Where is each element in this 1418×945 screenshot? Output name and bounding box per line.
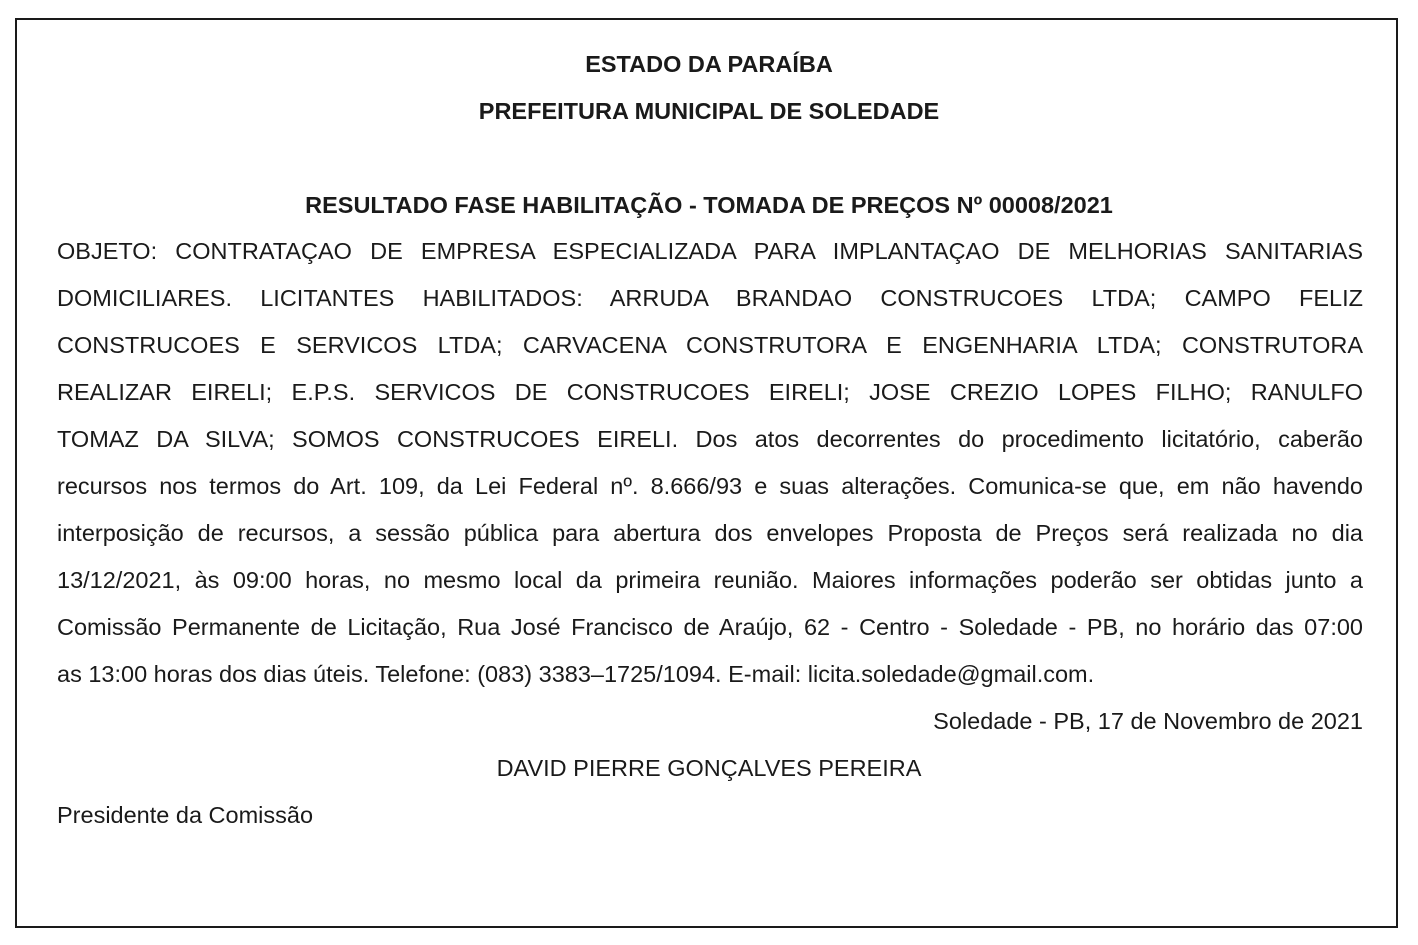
prefecture-heading: PREFEITURA MUNICIPAL DE SOLEDADE [478, 98, 940, 124]
body-line: recursos nos termos do Art. 109, da Lei Federal nº. 8.666/93 e suas alterações. Comunica-se que, em não havendo [57, 473, 1363, 499]
signatory-role: Presidente da Comissão [57, 802, 314, 828]
body-line: REALIZAR EIRELI; E.P.S. SERVICOS DE CONSTRUCOES EIRELI; JOSE CREZIO LOPES FILHO; RANULFO [57, 379, 1363, 405]
body-line: interposição de recursos, a sessão pública para abertura dos envelopes Proposta de Preços será realizada no dia [57, 520, 1363, 546]
body-line: OBJETO: CONTRATAÇAO DE EMPRESA ESPECIALIZADA PARA IMPLANTAÇAO DE MELHORIAS SANITARIAS [57, 238, 1363, 264]
place-date: Soledade - PB, 17 de Novembro de 2021 [933, 708, 1363, 734]
body-line: CONSTRUCOES E SERVICOS LTDA; CARVACENA CONSTRUTORA E ENGENHARIA LTDA; CONSTRUTORA [57, 332, 1363, 358]
body-line: DOMICILIARES. LICITANTES HABILITADOS: ARRUDA BRANDAO CONSTRUCOES LTDA; CAMPO FELIZ [57, 285, 1363, 311]
state-heading: ESTADO DA PARAÍBA [585, 51, 833, 77]
body-line: TOMAZ DA SILVA; SOMOS CONSTRUCOES EIRELI. Dos atos decorrentes do procedimento licitatório, caberão [57, 426, 1363, 452]
notice-title: RESULTADO FASE HABILITAÇÃO - TOMADA DE PREÇOS Nº 00008/2021 [305, 192, 1113, 218]
signatory-name: DAVID PIERRE GONÇALVES PEREIRA [496, 755, 922, 781]
body-line: Comissão Permanente de Licitação, Rua José Francisco de Araújo, 62 - Centro - Soledade - PB, no horário das 07:00 [57, 614, 1363, 640]
body-line: as 13:00 horas dos dias úteis. Telefone: (083) 3383–1725/1094. E-mail: licita.soledade@gmail.com. [57, 661, 1095, 687]
body-line: 13/12/2021, às 09:00 horas, no mesmo local da primeira reunião. Maiores informações poderão ser obtidas junto a [57, 567, 1363, 593]
